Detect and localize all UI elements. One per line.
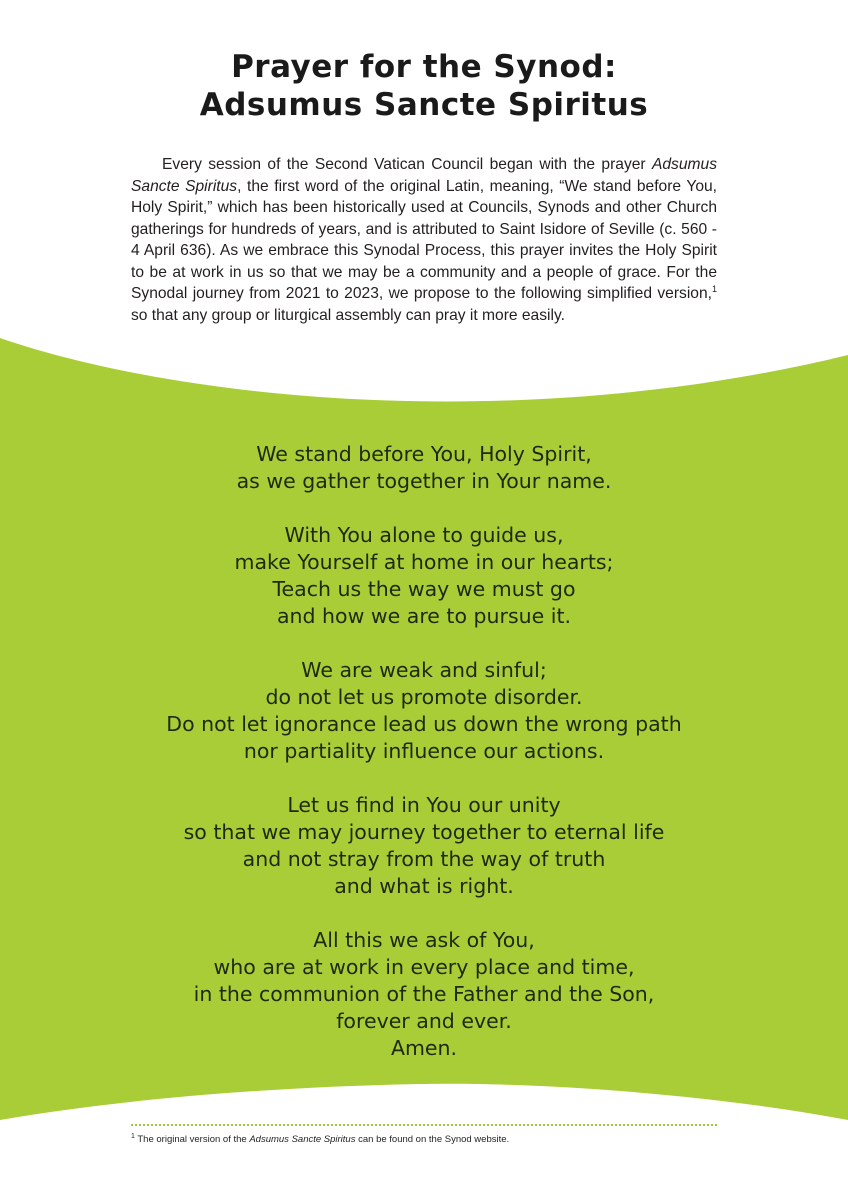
footnote-divider (131, 1124, 717, 1126)
prayer-line: forever and ever. (336, 1009, 512, 1033)
title-line-2: Adsumus Sancte Spiritus (199, 87, 649, 123)
footnote-number: 1 (131, 1133, 135, 1140)
prayer-line: All this we ask of You, (313, 928, 535, 952)
prayer-line: We are weak and sinful; (301, 658, 547, 682)
prayer-text (0, 441, 848, 1089)
prayer-line: and how we are to pursue it. (276, 604, 572, 628)
title-line-1: Prayer for the Synod: (231, 49, 617, 85)
footnote-prayer-name: Adsumus Sancte Spiritus (249, 1134, 356, 1146)
prayer-line: as we gather together in Your name. (236, 469, 612, 493)
prayer-line: nor partiality influence our actions. (243, 739, 605, 763)
footnote-text-2: can be found on the Synod website. (355, 1134, 510, 1146)
prayer-line: so that we may journey together to eternal life (183, 820, 665, 844)
prayer-line: make Yourself at home in our hearts; (234, 550, 614, 574)
footnote (131, 1133, 731, 1145)
prayer-line: Do not let ignorance lead us down the wrong path (166, 712, 682, 736)
prayer-line: in the communion of the Father and the Son, (193, 982, 655, 1006)
prayer-line: With You alone to guide us, (284, 523, 564, 547)
intro-text-2: , the first word of the original Latin, meaning, “We stand before You, Holy Spirit,” which has been historically used at Councils, Synods and other Church gatherings for hundreds of years, and is attributed to Saint Isidore of Seville (c. 560 - 4 April 636). As we embrace this Synodal Process, this prayer invites the Holy Spirit to be at work in us so that we may be a community and a people of grace. For the Synodal journey from 2021 to 2023, we propose to the following simplified version, (131, 177, 717, 302)
prayer-stanza (0, 792, 848, 900)
prayer-stanza (0, 657, 848, 765)
intro-text-3: so that any group or liturgical assembly can pray it more easily. (131, 306, 565, 324)
prayer-line: We stand before You, Holy Spirit, (256, 442, 592, 466)
prayer-line: who are at work in every place and time, (213, 955, 635, 979)
prayer-line: and not stray from the way of truth (242, 847, 606, 871)
prayer-stanza (0, 927, 848, 1062)
footnote-reference: 1 (711, 283, 717, 294)
intro-paragraph (131, 154, 717, 326)
page-title (0, 48, 848, 124)
intro-text-1: Every session of the Second Vatican Council began with the prayer (162, 156, 652, 173)
prayer-line: Amen. (390, 1036, 458, 1060)
prayer-stanza (0, 522, 848, 630)
footnote-text-1: The original version of the (134, 1134, 250, 1146)
prayer-stanza (0, 441, 848, 495)
prayer-line: and what is right. (334, 874, 514, 898)
prayer-line: Let us find in You our unity (287, 793, 561, 817)
prayer-line: Teach us the way we must go (272, 577, 576, 601)
intro-prayer-name: Adsumus Sancte Spiritus (131, 156, 717, 195)
prayer-line: do not let us promote disorder. (265, 685, 583, 709)
